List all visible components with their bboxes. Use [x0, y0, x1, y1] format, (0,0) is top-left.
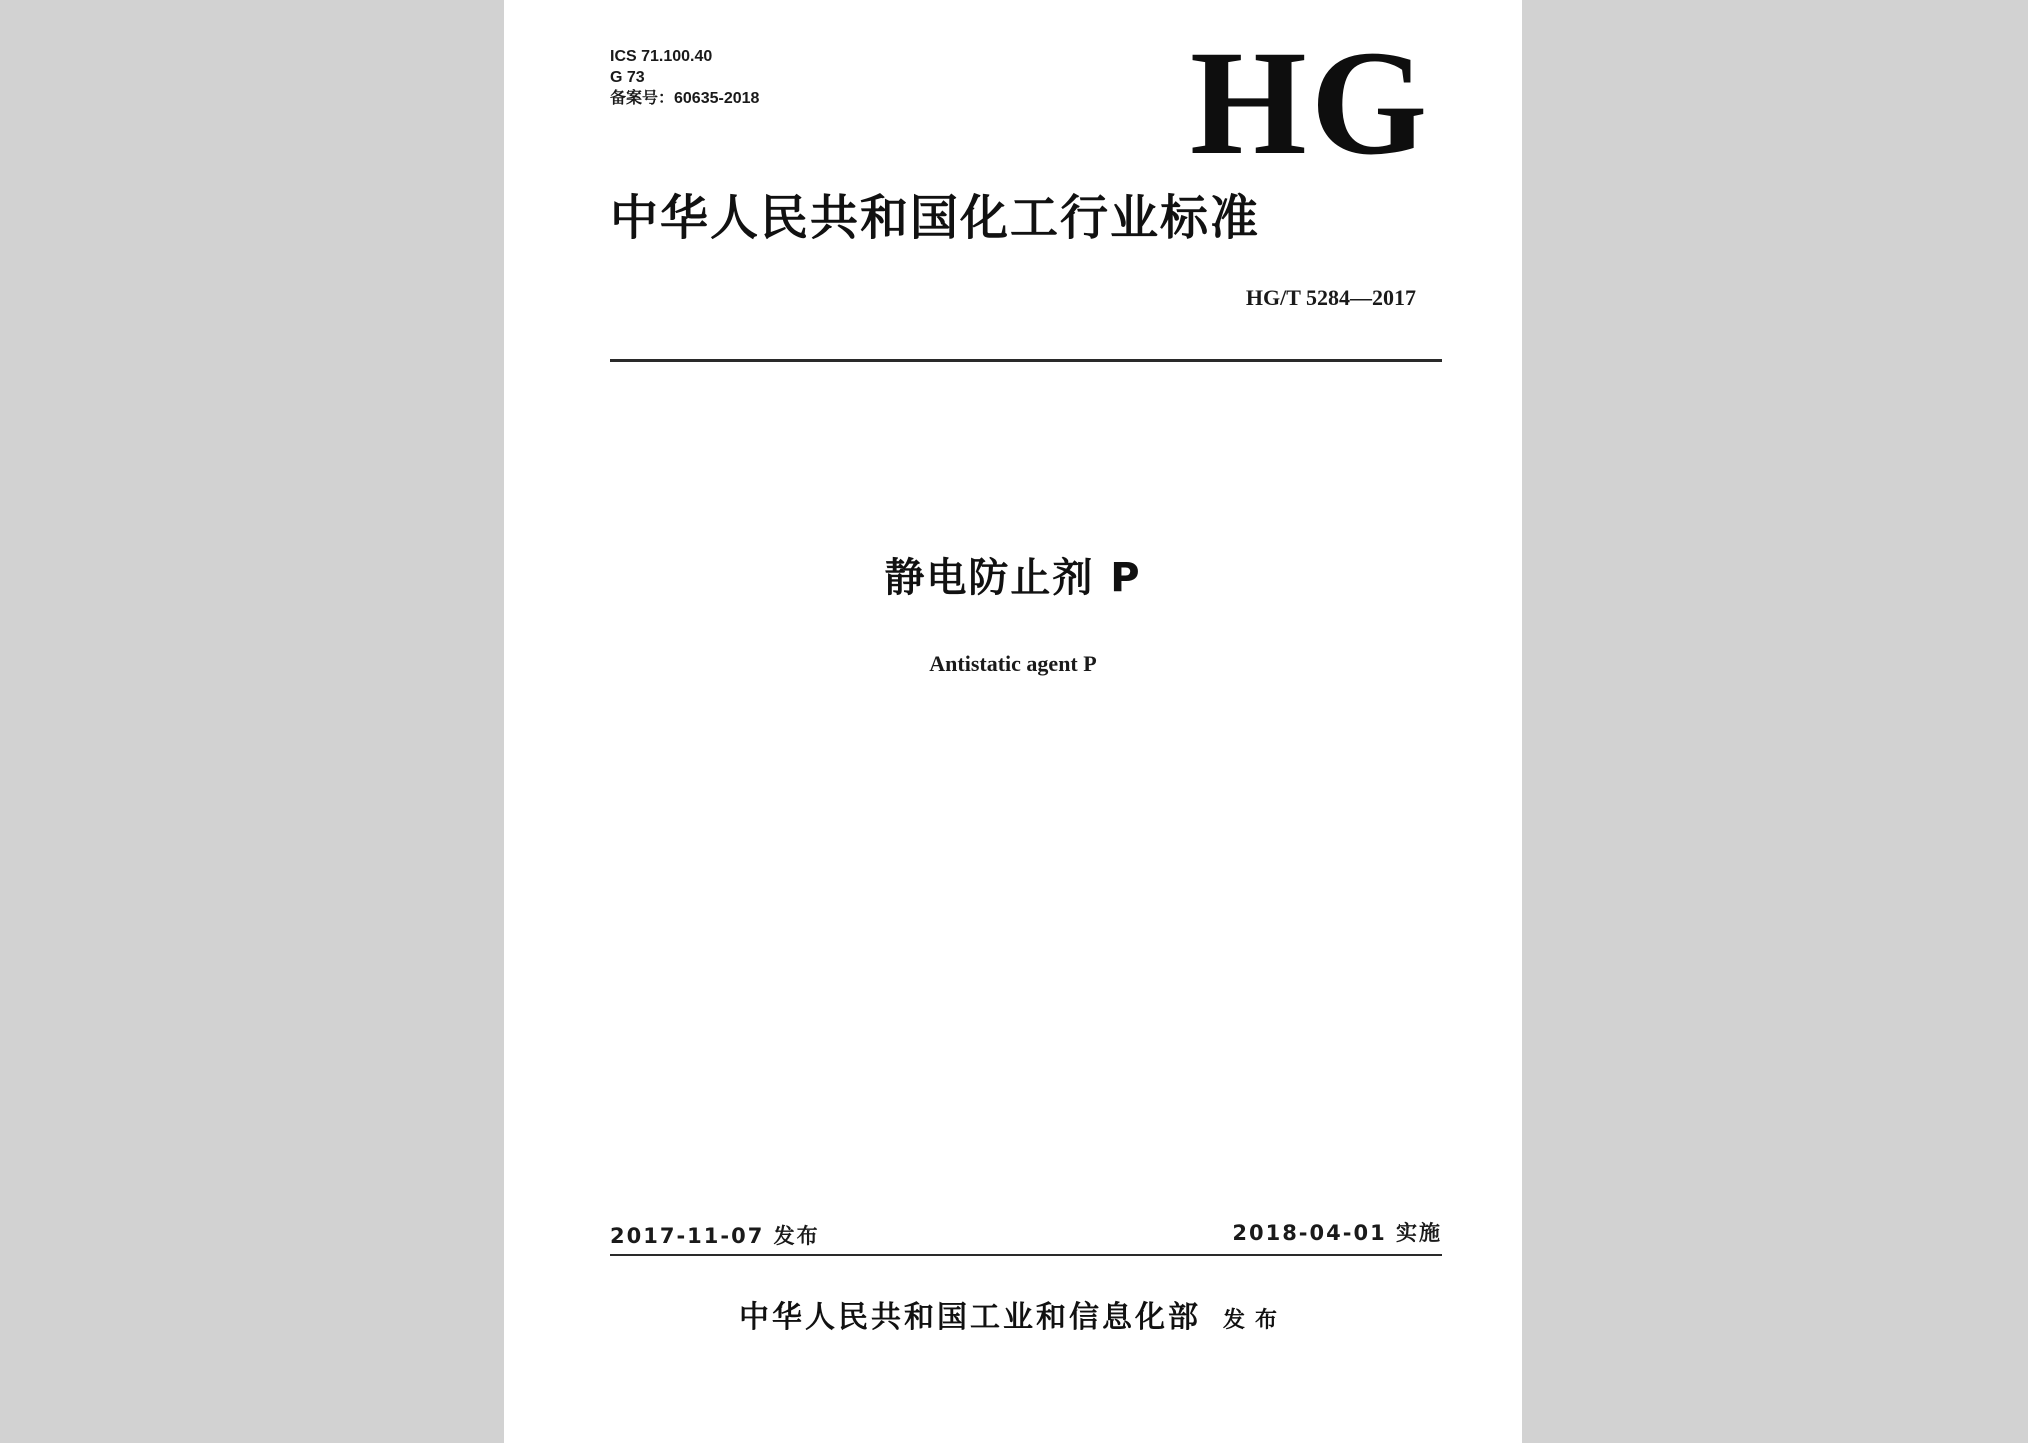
filing-number: 备案号：60635-2018: [610, 90, 760, 107]
document-title-chinese: 静电防止剂 P: [884, 555, 1142, 601]
classification-code: G 73: [610, 69, 645, 86]
ics-code: ICS 71.100.40: [610, 48, 713, 65]
issue-date: 2017-11-07 发布: [610, 1224, 820, 1248]
issuer-line: [504, 1298, 1522, 1341]
standard-title: 中华人民共和国化工行业标准: [610, 190, 1261, 246]
footer-divider: [610, 1254, 1442, 1256]
standard-number: HG/T 5284—2017: [1245, 285, 1416, 310]
issuer-organization: 中华人民共和国工业和信息化部: [738, 1300, 1201, 1335]
metadata-block: [610, 46, 759, 109]
implementation-date: 2018-04-01 实施: [1232, 1221, 1442, 1245]
header-divider: [610, 359, 1442, 362]
document-title-english: Antistatic agent P: [929, 651, 1097, 676]
hg-logo: HG: [1190, 20, 1432, 186]
issuer-action: 发布: [1222, 1308, 1287, 1333]
document-page: [504, 0, 1522, 1443]
